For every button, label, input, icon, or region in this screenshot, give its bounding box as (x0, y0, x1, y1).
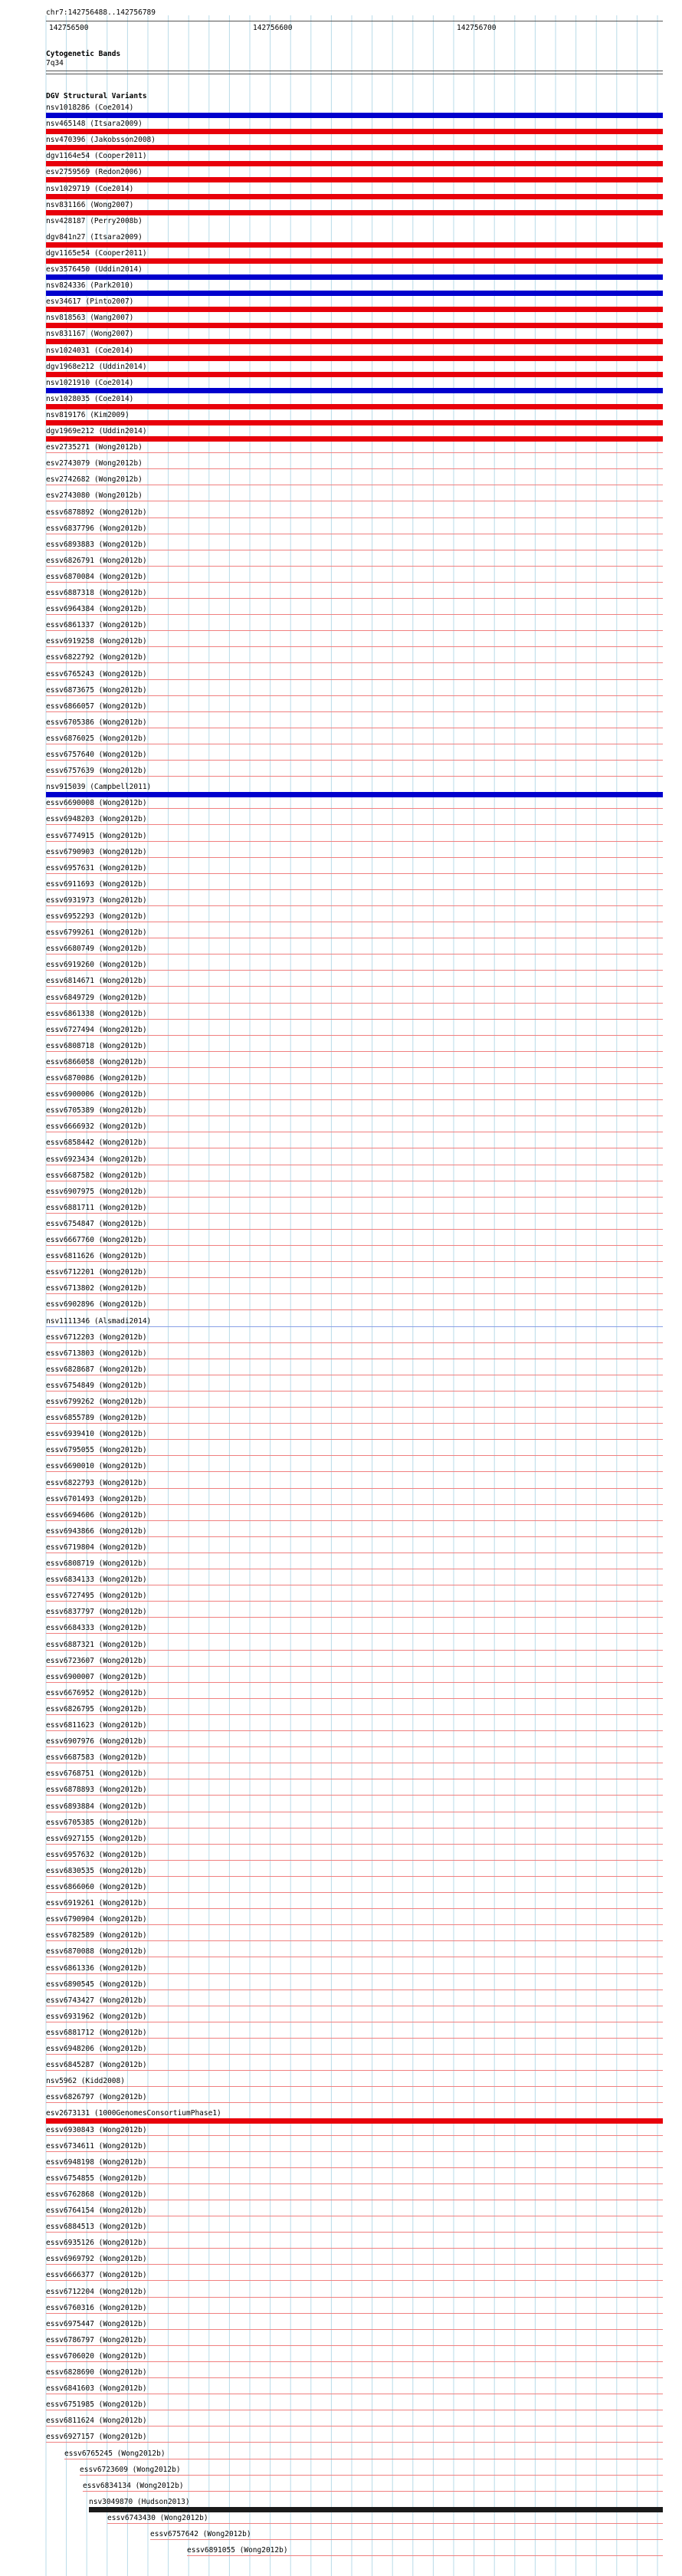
cyto-band-label: 7q34 (46, 59, 64, 67)
variant-bar[interactable] (46, 1650, 663, 1651)
variant-bar[interactable] (46, 598, 663, 599)
variant-label[interactable]: nsv915039 (Campbell2011) (46, 783, 152, 792)
variant-label[interactable]: dgv1969e212 (Uddin2014) (46, 427, 147, 435)
variant-label[interactable]: essv6935126 (Wong2012b) (46, 2239, 147, 2248)
variant-bar[interactable] (46, 1520, 663, 1521)
variant-bar[interactable] (46, 873, 663, 874)
location-label: chr7:142756488..142756789 (46, 8, 156, 17)
variant-bar[interactable] (46, 1730, 663, 1731)
variant-bar[interactable] (46, 1309, 663, 1310)
variant-label[interactable]: essv6919260 (Wong2012b) (46, 961, 147, 970)
variant-bar[interactable] (46, 420, 663, 426)
variant-label[interactable]: essv6964384 (Wong2012b) (46, 605, 147, 614)
variant-bar[interactable] (46, 1908, 663, 1909)
variant-label[interactable]: essv6828690 (Wong2012b) (46, 2368, 147, 2377)
variant-label[interactable]: essv6712201 (Wong2012b) (46, 1268, 147, 1277)
variant-bar[interactable] (46, 1714, 663, 1715)
variant-label[interactable]: essv6676952 (Wong2012b) (46, 1688, 147, 1697)
variant-bar[interactable] (46, 177, 663, 182)
variant-label[interactable]: essv6705386 (Wong2012b) (46, 718, 147, 727)
variant-label[interactable]: essv6873675 (Wong2012b) (46, 685, 147, 695)
variant-label[interactable]: essv6666932 (Wong2012b) (46, 1122, 147, 1132)
variant-bar[interactable] (46, 2232, 663, 2233)
variant-bar[interactable] (46, 1666, 663, 1667)
variant-bar[interactable] (46, 2038, 663, 2039)
variant-label[interactable]: essv6705389 (Wong2012b) (46, 1106, 147, 1116)
variant-label[interactable]: essv6705385 (Wong2012b) (46, 1818, 147, 1827)
variant-label[interactable]: essv6757640 (Wong2012b) (46, 751, 147, 759)
variant-label[interactable]: essv6765245 (Wong2012b) (64, 2449, 166, 2458)
variant-label[interactable]: essv6687583 (Wong2012b) (46, 1753, 147, 1763)
variant-bar[interactable] (46, 1892, 663, 1893)
variant-label[interactable]: essv6701493 (Wong2012b) (46, 1494, 147, 1503)
variant-label[interactable]: essv6826797 (Wong2012b) (46, 2093, 147, 2102)
variant-label[interactable]: essv6948198 (Wong2012b) (46, 2157, 147, 2167)
ruler-label: 142756500 (49, 24, 89, 32)
variant-bar[interactable] (46, 452, 663, 453)
variant-label[interactable]: essv6855789 (Wong2012b) (46, 1414, 147, 1423)
variant-bar[interactable] (46, 905, 663, 906)
variant-label[interactable]: nsv1111346 (Alsmadi2014) (46, 1316, 152, 1326)
variant-bar[interactable] (150, 2539, 663, 2540)
variant-label[interactable]: essv6876025 (Wong2012b) (46, 734, 147, 743)
variant-bar[interactable] (46, 2151, 663, 2152)
variant-label[interactable]: esv2743080 (Wong2012b) (46, 491, 143, 501)
variant-bar[interactable] (46, 889, 663, 890)
variant-bar[interactable] (46, 356, 663, 361)
variant-label[interactable]: essv6690010 (Wong2012b) (46, 1462, 147, 1471)
variant-label[interactable]: essv6834133 (Wong2012b) (46, 1576, 147, 1585)
variant-label[interactable]: essv6680749 (Wong2012b) (46, 945, 147, 954)
variant-bar[interactable] (46, 1940, 663, 1941)
variant-bar[interactable] (46, 1407, 663, 1408)
variant-bar[interactable] (46, 1828, 663, 1829)
variant-label[interactable]: essv6712204 (Wong2012b) (46, 2287, 147, 2296)
variant-bar[interactable] (46, 1391, 663, 1392)
variant-bar[interactable] (46, 1488, 663, 1489)
variant-label[interactable]: essv6902896 (Wong2012b) (46, 1300, 147, 1309)
variant-bar[interactable] (46, 1682, 663, 1683)
variant-label[interactable]: dgv1968e212 (Uddin2014) (46, 362, 147, 371)
variant-label[interactable]: nsv831167 (Wong2007) (46, 330, 134, 339)
variant-bar[interactable] (46, 323, 663, 328)
variant-label[interactable]: esv34617 (Pinto2007) (46, 297, 134, 307)
variant-bar[interactable] (46, 841, 663, 842)
variant-bar[interactable] (46, 1844, 663, 1845)
variant-bar[interactable] (46, 2086, 663, 2087)
variant-label[interactable]: essv6919258 (Wong2012b) (46, 637, 147, 646)
variant-bar[interactable] (46, 1293, 663, 1294)
variant-bar[interactable] (187, 2555, 663, 2556)
variant-bar[interactable] (46, 1277, 663, 1278)
variant-label[interactable]: essv6930843 (Wong2012b) (46, 2125, 147, 2134)
variant-bar[interactable] (46, 679, 663, 680)
variant-label[interactable]: essv6948206 (Wong2012b) (46, 2045, 147, 2053)
variant-bar[interactable] (83, 2491, 663, 2492)
variant-label[interactable]: essv6808719 (Wong2012b) (46, 1559, 147, 1568)
variant-bar[interactable] (46, 970, 663, 971)
variant-label[interactable]: essv6768751 (Wong2012b) (46, 1769, 147, 1779)
variant-bar[interactable] (46, 2070, 663, 2071)
variant-label[interactable]: essv6866058 (Wong2012b) (46, 1057, 147, 1066)
variant-bar[interactable] (46, 2297, 663, 2298)
variant-label[interactable]: essv6694606 (Wong2012b) (46, 1510, 147, 1520)
variant-bar[interactable] (46, 1860, 663, 1861)
variant-bar[interactable] (46, 1746, 663, 1747)
variant-bar[interactable] (46, 1617, 663, 1618)
variant-bar[interactable] (46, 194, 663, 199)
variant-label[interactable]: nsv1018286 (Coe2014) (46, 104, 134, 112)
variant-label[interactable]: essv6919261 (Wong2012b) (46, 1899, 147, 1908)
variant-bar[interactable] (46, 307, 663, 312)
variant-bar[interactable] (46, 711, 663, 712)
variant-label[interactable]: essv6858442 (Wong2012b) (46, 1138, 147, 1148)
variant-label[interactable]: dgv1165e54 (Cooper2011) (46, 248, 147, 258)
variant-label[interactable]: essv6762868 (Wong2012b) (46, 2190, 147, 2199)
variant-bar[interactable] (46, 2264, 663, 2265)
variant-bar[interactable] (46, 776, 663, 777)
variant-label[interactable]: essv6723609 (Wong2012b) (80, 2465, 181, 2474)
variant-bar[interactable] (46, 646, 663, 647)
variant-label[interactable]: esv2735271 (Wong2012b) (46, 443, 143, 452)
variant-bar[interactable] (46, 1973, 663, 1974)
variant-label[interactable]: essv6900007 (Wong2012b) (46, 1672, 147, 1681)
variant-label[interactable]: essv6845287 (Wong2012b) (46, 2061, 147, 2070)
variant-label[interactable]: essv6870084 (Wong2012b) (46, 572, 147, 581)
variant-bar[interactable] (46, 1083, 663, 1084)
variant-bar[interactable] (46, 1019, 663, 1020)
variant-label[interactable]: essv6837797 (Wong2012b) (46, 1608, 147, 1617)
variant-label[interactable]: nsv831166 (Wong2007) (46, 200, 134, 209)
variant-bar[interactable] (46, 614, 663, 615)
variant-bar[interactable] (46, 1504, 663, 1505)
variant-bar[interactable] (46, 468, 663, 469)
variant-bar[interactable] (46, 1552, 663, 1553)
variant-label[interactable]: essv6923434 (Wong2012b) (46, 1155, 147, 1164)
variant-label[interactable]: essv6969792 (Wong2012b) (46, 2255, 147, 2264)
variant-label[interactable]: essv6834134 (Wong2012b) (83, 2481, 184, 2490)
variant-label[interactable]: esv2759569 (Redon2006) (46, 168, 143, 177)
variant-label[interactable]: essv6841603 (Wong2012b) (46, 2384, 147, 2394)
variant-bar[interactable] (46, 242, 663, 248)
variant-label[interactable]: essv6757639 (Wong2012b) (46, 767, 147, 776)
variant-bar[interactable] (46, 210, 663, 215)
variant-bar[interactable] (46, 436, 663, 442)
variant-label[interactable]: essv6927155 (Wong2012b) (46, 1834, 147, 1843)
variant-label[interactable]: essv6754849 (Wong2012b) (46, 1381, 147, 1390)
variant-bar[interactable] (46, 2102, 663, 2103)
cyto-track-title: Cytogenetic Bands (46, 50, 121, 58)
variant-label[interactable]: essv6684333 (Wong2012b) (46, 1624, 147, 1633)
variant-label[interactable]: dgv1164e54 (Cooper2011) (46, 152, 147, 161)
variant-bar[interactable] (46, 2135, 663, 2136)
variant-bar[interactable] (46, 1633, 663, 1634)
ruler-label: 142756600 (253, 24, 293, 32)
variant-label[interactable]: essv6743430 (Wong2012b) (107, 2513, 208, 2522)
variant-label[interactable]: essv6943866 (Wong2012b) (46, 1526, 147, 1536)
variant-bar[interactable] (107, 2523, 663, 2524)
variant-bar[interactable] (46, 986, 663, 987)
variant-bar[interactable] (46, 274, 663, 280)
variant-bar[interactable] (46, 1924, 663, 1925)
variant-label[interactable]: essv6893883 (Wong2012b) (46, 540, 147, 549)
variant-label[interactable]: essv6754847 (Wong2012b) (46, 1219, 147, 1228)
variant-label[interactable]: essv6893884 (Wong2012b) (46, 1802, 147, 1811)
variant-bar[interactable] (46, 1455, 663, 1456)
variant-label[interactable]: essv6774915 (Wong2012b) (46, 831, 147, 840)
variant-label[interactable]: essv6939410 (Wong2012b) (46, 1430, 147, 1439)
variant-bar[interactable] (46, 2313, 663, 2314)
variant-label[interactable]: nsv428187 (Perry2008b) (46, 216, 143, 225)
variant-label[interactable]: essv6811624 (Wong2012b) (46, 2417, 147, 2426)
variant-label[interactable]: essv6884513 (Wong2012b) (46, 2223, 147, 2232)
variant-bar[interactable] (46, 1326, 663, 1327)
variant-bar[interactable] (46, 2442, 663, 2443)
variant-bar[interactable] (46, 2280, 663, 2281)
variant-label[interactable]: esv2742682 (Wong2012b) (46, 475, 143, 485)
variant-bar[interactable] (46, 1536, 663, 1537)
variant-label[interactable]: nsv819176 (Kim2009) (46, 410, 130, 419)
variant-label[interactable]: nsv824336 (Park2010) (46, 281, 134, 291)
variant-label[interactable]: essv6837796 (Wong2012b) (46, 524, 147, 533)
variant-bar[interactable] (46, 1698, 663, 1699)
variant-bar[interactable] (46, 388, 663, 393)
variant-bar[interactable] (46, 582, 663, 583)
variant-bar[interactable] (46, 1471, 663, 1472)
variant-label[interactable]: essv6799261 (Wong2012b) (46, 928, 147, 938)
variant-label[interactable]: essv6907976 (Wong2012b) (46, 1737, 147, 1746)
variant-label[interactable]: essv6713802 (Wong2012b) (46, 1284, 147, 1293)
variant-label[interactable]: nsv470396 (Jakobsson2008) (46, 136, 156, 145)
variant-bar[interactable] (46, 1876, 663, 1877)
variant-label[interactable]: essv6782589 (Wong2012b) (46, 1931, 147, 1940)
variant-bar[interactable] (46, 1601, 663, 1602)
variant-bar[interactable] (46, 113, 663, 118)
variant-bar[interactable] (46, 857, 663, 858)
variant-label[interactable]: nsv5962 (Kidd2008) (46, 2077, 125, 2086)
variant-label[interactable]: essv6764154 (Wong2012b) (46, 2206, 147, 2215)
variant-bar[interactable] (46, 2167, 663, 2168)
variant-label[interactable]: essv6822792 (Wong2012b) (46, 653, 147, 662)
variant-label[interactable]: essv6911693 (Wong2012b) (46, 879, 147, 889)
variant-label[interactable]: esv2743079 (Wong2012b) (46, 459, 143, 468)
variant-bar[interactable] (46, 792, 663, 797)
variant-label[interactable]: essv6690008 (Wong2012b) (46, 799, 147, 808)
variant-label[interactable]: essv6878892 (Wong2012b) (46, 508, 147, 517)
variant-label[interactable]: essv6907975 (Wong2012b) (46, 1187, 147, 1196)
variant-bar[interactable] (46, 291, 663, 296)
variant-label[interactable]: essv6866060 (Wong2012b) (46, 1883, 147, 1891)
variant-bar[interactable] (46, 2377, 663, 2378)
variant-label[interactable]: essv6826791 (Wong2012b) (46, 556, 147, 565)
variant-label[interactable]: essv6743427 (Wong2012b) (46, 1996, 147, 2005)
variant-label[interactable]: essv6808718 (Wong2012b) (46, 1041, 147, 1050)
variant-label[interactable]: essv6826795 (Wong2012b) (46, 1704, 147, 1714)
variant-bar[interactable] (89, 2507, 663, 2512)
variant-label[interactable]: essv6786797 (Wong2012b) (46, 2335, 147, 2344)
variant-label[interactable]: essv6887318 (Wong2012b) (46, 589, 147, 597)
variant-label[interactable]: essv6822793 (Wong2012b) (46, 1478, 147, 1487)
variant-bar[interactable] (46, 630, 663, 631)
variant-label[interactable]: essv6765243 (Wong2012b) (46, 669, 147, 678)
variant-label[interactable]: essv6881712 (Wong2012b) (46, 2028, 147, 2037)
ruler-label: 142756700 (457, 24, 497, 32)
variant-label[interactable]: essv6957632 (Wong2012b) (46, 1850, 147, 1859)
variant-label[interactable]: essv6799262 (Wong2012b) (46, 1398, 147, 1406)
variant-label[interactable]: essv6667760 (Wong2012b) (46, 1236, 147, 1244)
variant-bar[interactable] (46, 2329, 663, 2330)
variant-bar[interactable] (46, 145, 663, 150)
variant-bar[interactable] (46, 2248, 663, 2249)
variant-label[interactable]: essv6790903 (Wong2012b) (46, 847, 147, 856)
variant-bar[interactable] (46, 339, 663, 344)
variant-label[interactable]: essv6754855 (Wong2012b) (46, 2174, 147, 2183)
variant-label[interactable]: essv6687582 (Wong2012b) (46, 1171, 147, 1180)
variant-bar[interactable] (46, 1051, 663, 1052)
variant-bar[interactable] (46, 1003, 663, 1004)
variant-label[interactable]: nsv818563 (Wang2007) (46, 314, 134, 323)
variant-bar[interactable] (46, 954, 663, 955)
variant-label[interactable]: nsv3049870 (Hudson2013) (89, 2497, 190, 2506)
variant-label[interactable]: essv6727495 (Wong2012b) (46, 1592, 147, 1601)
variant-bar[interactable] (46, 1439, 663, 1440)
variant-bar[interactable] (46, 824, 663, 825)
variant-label[interactable]: essv6861336 (Wong2012b) (46, 1963, 147, 1973)
variant-label[interactable]: essv6891055 (Wong2012b) (187, 2546, 288, 2555)
variant-bar[interactable] (46, 1229, 663, 1230)
variant-label[interactable]: essv6811623 (Wong2012b) (46, 1721, 147, 1730)
variant-label[interactable]: esv2673131 (1000GenomesConsortiumPhase1) (46, 2109, 221, 2118)
variant-bar[interactable] (46, 1197, 663, 1198)
variant-label[interactable]: essv6666377 (Wong2012b) (46, 2271, 147, 2280)
variant-bar[interactable] (46, 1067, 663, 1068)
variant-label[interactable]: essv6713803 (Wong2012b) (46, 1349, 147, 1358)
variant-label[interactable]: essv6900006 (Wong2012b) (46, 1090, 147, 1099)
variant-bar[interactable] (46, 161, 663, 166)
variant-label[interactable]: essv6706020 (Wong2012b) (46, 2351, 147, 2361)
variant-label[interactable]: essv6927157 (Wong2012b) (46, 2433, 147, 2442)
variant-bar[interactable] (46, 566, 663, 567)
variant-label[interactable]: essv6830535 (Wong2012b) (46, 1866, 147, 1875)
variant-label[interactable]: essv6948203 (Wong2012b) (46, 815, 147, 824)
variant-bar[interactable] (46, 372, 663, 377)
variant-label[interactable]: essv6828687 (Wong2012b) (46, 1365, 147, 1374)
variant-bar[interactable] (46, 695, 663, 696)
variant-label[interactable]: essv6957631 (Wong2012b) (46, 863, 147, 872)
variant-bar[interactable] (46, 808, 663, 809)
variant-bar[interactable] (46, 404, 663, 409)
variant-label[interactable]: essv6866057 (Wong2012b) (46, 702, 147, 711)
variant-label[interactable]: essv6870086 (Wong2012b) (46, 1074, 147, 1083)
variant-label[interactable]: essv6757642 (Wong2012b) (150, 2530, 251, 2538)
variant-label[interactable]: nsv465148 (Itsara2009) (46, 120, 143, 129)
variant-label[interactable]: essv6795055 (Wong2012b) (46, 1446, 147, 1455)
variant-label[interactable]: essv6727494 (Wong2012b) (46, 1025, 147, 1034)
variant-bar[interactable] (46, 1261, 663, 1262)
variant-bar[interactable] (46, 1423, 663, 1424)
variant-label[interactable]: essv6975447 (Wong2012b) (46, 2319, 147, 2328)
variant-label[interactable]: essv6760316 (Wong2012b) (46, 2303, 147, 2312)
variant-label[interactable]: essv6861337 (Wong2012b) (46, 621, 147, 630)
variant-bar[interactable] (46, 2345, 663, 2346)
variant-label[interactable]: essv6931962 (Wong2012b) (46, 2012, 147, 2021)
variant-bar[interactable] (46, 1213, 663, 1214)
variant-bar[interactable] (46, 258, 663, 264)
variant-label[interactable]: esv3576450 (Uddin2014) (46, 265, 143, 274)
variant-bar[interactable] (46, 129, 663, 134)
variant-label[interactable]: essv6811626 (Wong2012b) (46, 1252, 147, 1261)
variant-label[interactable]: nsv1028035 (Coe2014) (46, 394, 134, 403)
variant-bar[interactable] (46, 2183, 663, 2184)
variant-label[interactable]: essv6887321 (Wong2012b) (46, 1640, 147, 1649)
variant-label[interactable]: dgv841n27 (Itsara2009) (46, 232, 143, 242)
variant-label[interactable]: essv6861338 (Wong2012b) (46, 1009, 147, 1018)
variant-bar[interactable] (46, 1245, 663, 1246)
variant-label[interactable]: essv6734611 (Wong2012b) (46, 2141, 147, 2150)
variant-bar[interactable] (80, 2475, 663, 2476)
variant-label[interactable]: essv6952293 (Wong2012b) (46, 912, 147, 921)
variant-label[interactable]: essv6931973 (Wong2012b) (46, 895, 147, 905)
variant-bar[interactable] (46, 1342, 663, 1343)
variant-label[interactable]: nsv1024031 (Coe2014) (46, 346, 134, 355)
variant-bar[interactable] (46, 1099, 663, 1100)
variant-label[interactable]: essv6723607 (Wong2012b) (46, 1656, 147, 1665)
variant-label[interactable]: nsv1021910 (Coe2014) (46, 378, 134, 387)
variant-label[interactable]: essv6878893 (Wong2012b) (46, 1786, 147, 1795)
variant-label[interactable]: essv6790904 (Wong2012b) (46, 1915, 147, 1924)
variant-bar[interactable] (46, 2054, 663, 2055)
variant-bar[interactable] (46, 662, 663, 663)
variant-label[interactable]: essv6890545 (Wong2012b) (46, 1980, 147, 1989)
variant-label[interactable]: essv6751985 (Wong2012b) (46, 2400, 147, 2410)
variant-bar[interactable] (46, 2361, 663, 2362)
sv-track-title: DGV Structural Variants (46, 92, 147, 100)
variant-label[interactable]: essv6849729 (Wong2012b) (46, 993, 147, 1002)
variant-bar[interactable] (46, 1035, 663, 1036)
variant-bar[interactable] (46, 2118, 663, 2124)
variant-label[interactable]: essv6814671 (Wong2012b) (46, 977, 147, 986)
variant-label[interactable]: essv6881711 (Wong2012b) (46, 1203, 147, 1212)
variant-label[interactable]: essv6719804 (Wong2012b) (46, 1543, 147, 1552)
variant-label[interactable]: nsv1029719 (Coe2014) (46, 184, 134, 193)
variant-bar[interactable] (46, 1795, 663, 1796)
variant-label[interactable]: essv6712203 (Wong2012b) (46, 1332, 147, 1342)
variant-label[interactable]: essv6870088 (Wong2012b) (46, 1947, 147, 1957)
variant-bar[interactable] (46, 760, 663, 761)
